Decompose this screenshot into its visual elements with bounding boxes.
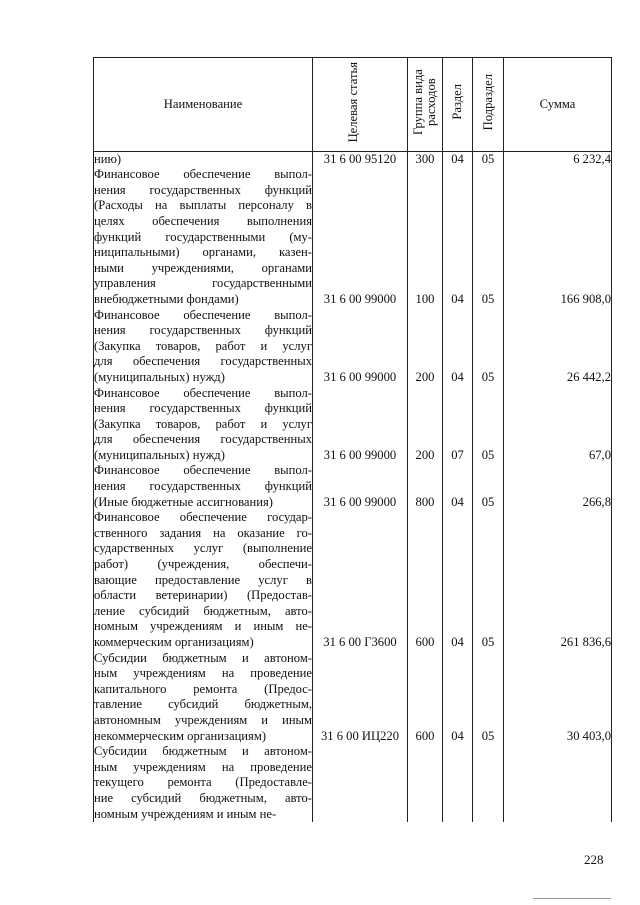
- page-number: 228: [584, 852, 604, 867]
- cell-expense-group: 800: [408, 463, 443, 510]
- name-line: Финансовое обеспечение выпол-: [94, 167, 312, 182]
- cell-subsection: 05: [473, 167, 504, 307]
- cell-section: 04: [443, 167, 473, 307]
- cell-target: 31 6 00 99000: [313, 308, 408, 386]
- name-line: сударственных услуг (выполнение: [94, 541, 312, 556]
- cell-sum: 261 836,6: [504, 510, 612, 650]
- name-line: (муниципальных) нужд): [94, 447, 225, 462]
- name-line: (Закупка товаров, работ и услуг: [94, 338, 312, 353]
- name-line: для обеспечения государственных: [94, 432, 312, 447]
- table-row: [94, 463, 612, 510]
- cell-target: 31 6 00 99000: [313, 386, 408, 464]
- table-body: [94, 151, 612, 822]
- cell-sum: 67,0: [504, 386, 612, 464]
- cell-subsection: 05: [473, 463, 504, 510]
- name-line: некоммерческим организациям): [94, 728, 267, 743]
- name-line: (Иные бюджетные ассигнования): [94, 494, 273, 509]
- budget-table: [93, 57, 612, 822]
- cell-section: 07: [443, 386, 473, 464]
- name-line: тавление субсидий бюджетным,: [94, 697, 312, 712]
- name-line: ным учреждениям на проведение: [94, 666, 312, 681]
- cell-expense-group: 600: [408, 651, 443, 745]
- cell-target: [313, 744, 408, 822]
- header-name: Наименование: [94, 58, 313, 152]
- cell-target: 31 6 00 99000: [313, 463, 408, 510]
- cell-name: [94, 308, 313, 386]
- table-row: [94, 308, 612, 386]
- cell-expense-group: 300: [408, 151, 443, 167]
- name-line: ниципальными) органами, казен-: [94, 245, 312, 260]
- cell-expense-group: 200: [408, 386, 443, 464]
- name-line: (Расходы на выплаты персоналу в: [94, 198, 312, 213]
- cell-target: 31 6 00 ИЦ220: [313, 651, 408, 745]
- table-row: [94, 651, 612, 745]
- cell-subsection: 05: [473, 151, 504, 167]
- name-line: нию): [94, 151, 122, 166]
- name-line: нения государственных функций: [94, 323, 312, 338]
- name-line: области ветеринарии) (Предостав-: [94, 588, 312, 603]
- table-row: [94, 151, 612, 167]
- name-line: Финансовое обеспечение выпол-: [94, 307, 312, 322]
- cell-section: 04: [443, 510, 473, 650]
- cell-expense-group: 100: [408, 167, 443, 307]
- cell-section: 04: [443, 463, 473, 510]
- name-line: номным учреждениям и иным не-: [94, 619, 312, 634]
- name-line: Субсидии бюджетным и автоном-: [94, 744, 312, 759]
- cell-target: 31 6 00 Г3600: [313, 510, 408, 650]
- name-line: ным учреждениям на проведение: [94, 759, 312, 774]
- name-line: Финансовое обеспечение выпол-: [94, 463, 312, 478]
- cell-sum: [504, 744, 612, 822]
- cell-subsection: 05: [473, 308, 504, 386]
- name-line: ние субсидий бюджетным, авто-: [94, 790, 312, 805]
- name-line: (Закупка товаров, работ и услуг: [94, 416, 312, 431]
- name-line: коммерческим организациям): [94, 635, 254, 649]
- cell-name: [94, 167, 313, 307]
- name-line: нения государственных функций: [94, 182, 312, 197]
- name-line: ственного задания на оказание го-: [94, 525, 312, 540]
- name-line: нения государственных функций: [94, 479, 312, 494]
- name-line: управления государственными: [94, 276, 312, 291]
- name-line: функций государственными (му-: [94, 229, 312, 244]
- name-line: внебюджетными фондами): [94, 291, 239, 306]
- header-section: Раздел: [443, 58, 473, 152]
- cell-sum: 30 403,0: [504, 651, 612, 745]
- name-line: Финансовое обеспечение государ-: [94, 510, 312, 525]
- cell-name: [94, 151, 313, 167]
- name-line: ление субсидий бюджетным, авто-: [94, 603, 312, 618]
- table-header-row: [94, 58, 612, 152]
- cell-name: [94, 463, 313, 510]
- cell-name: [94, 386, 313, 464]
- header-subsection: Подраздел: [473, 58, 504, 152]
- cell-subsection: 05: [473, 386, 504, 464]
- name-line: автономным учреждениям и иным: [94, 712, 312, 727]
- cell-subsection: 05: [473, 510, 504, 650]
- cell-target: 31 6 00 95120: [313, 151, 408, 167]
- cell-section: [443, 744, 473, 822]
- cell-target: 31 6 00 99000: [313, 167, 408, 307]
- name-line: капитального ремонта (Предос-: [94, 681, 312, 696]
- table-row: [94, 510, 612, 650]
- header-sum: Сумма: [504, 58, 612, 152]
- table-row: [94, 386, 612, 464]
- name-line: работ) (учреждения, обеспечи-: [94, 557, 312, 572]
- cell-sum: 266,8: [504, 463, 612, 510]
- cell-subsection: [473, 744, 504, 822]
- table-row: [94, 744, 612, 822]
- cell-expense-group: 200: [408, 308, 443, 386]
- cell-sum: 166 908,0: [504, 167, 612, 307]
- cell-sum: 6 232,4: [504, 151, 612, 167]
- name-line: текущего ремонта (Предоставле-: [94, 775, 312, 790]
- name-line: номным учреждениям и иным не-: [94, 806, 277, 821]
- header-target: Целевая статья: [313, 58, 408, 152]
- table-row: [94, 167, 612, 307]
- cell-name: [94, 744, 313, 822]
- cell-name: [94, 510, 313, 650]
- header-expense-group: Группа вида расходов: [408, 58, 443, 152]
- name-line: для обеспечения государственных: [94, 354, 312, 369]
- name-line: целях обеспечения выполнения: [94, 213, 312, 228]
- cell-expense-group: 600: [408, 510, 443, 650]
- cell-sum: 26 442,2: [504, 308, 612, 386]
- cell-section: 04: [443, 308, 473, 386]
- cell-section: 04: [443, 651, 473, 745]
- footer-rule: [533, 898, 611, 899]
- name-line: Финансовое обеспечение выпол-: [94, 385, 312, 400]
- cell-expense-group: [408, 744, 443, 822]
- name-line: Субсидии бюджетным и автоном-: [94, 650, 312, 665]
- name-line: нения государственных функций: [94, 401, 312, 416]
- name-line: ными учреждениями, органами: [94, 260, 312, 275]
- cell-section: 04: [443, 151, 473, 167]
- name-line: вающие предоставление услуг в: [94, 572, 312, 587]
- name-line: (муниципальных) нужд): [94, 369, 225, 384]
- cell-name: [94, 651, 313, 745]
- cell-subsection: 05: [473, 651, 504, 745]
